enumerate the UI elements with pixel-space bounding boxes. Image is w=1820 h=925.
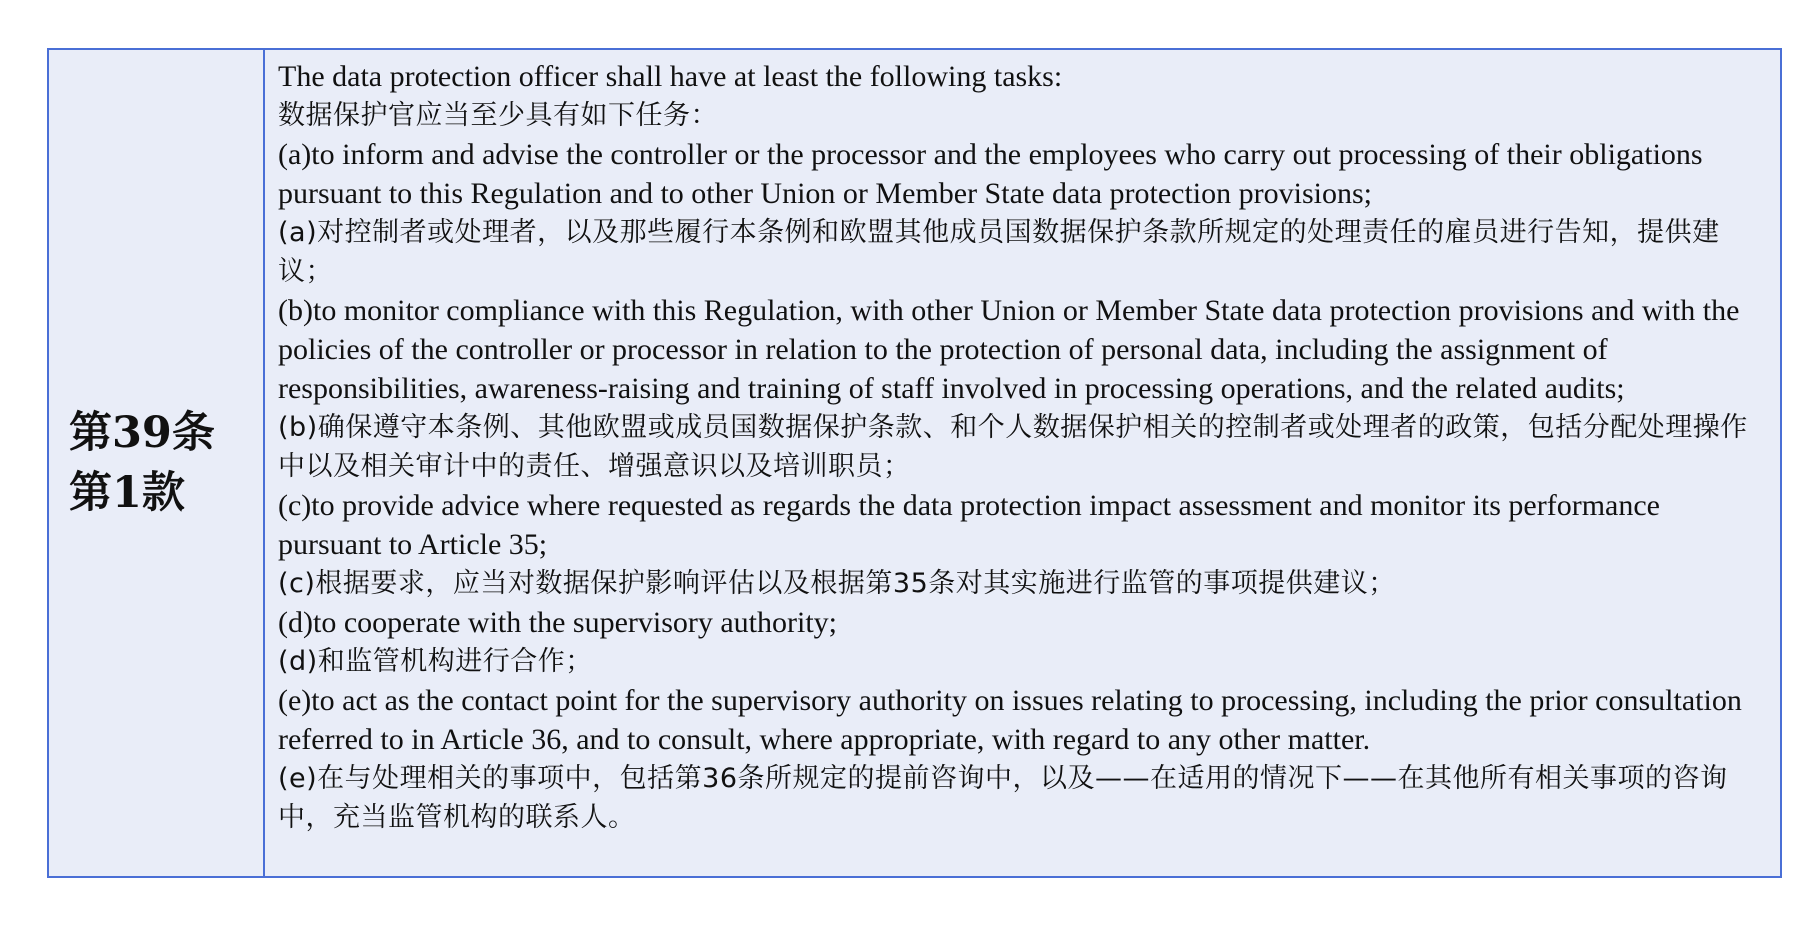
article-table [47,48,1782,878]
task-a-zh: (a)对控制者或处理者，以及那些履行本条例和欧盟其他成员国数据保护条款所规定的处理责任的雇员进行告知，提供建议； [278,217,1720,287]
article-content-cell [265,50,1780,876]
task-c-zh: (c)根据要求，应当对数据保护影响评估以及根据第35条对其实施进行监管的事项提供建议； [278,568,1396,599]
intro-zh: 数据保护官应当至少具有如下任务： [278,100,718,131]
intro-en: The data protection officer shall have at least the following tasks: [278,60,1063,93]
task-d-en: (d)to cooperate with the supervisory authority; [278,606,838,639]
article-label-cell [49,50,265,876]
article-number-label: 第39条 [69,408,215,458]
task-b-en: (b)to monitor compliance with this Regulation, with other Union or Member State data protection provisions and with the policies of the controller or processor in relation to the protection of personal data, including the assignment of responsibilities, awareness-raising and training of staff involved in processing operations, and the related audits; [278,294,1740,405]
task-b-zh: (b)确保遵守本条例、其他欧盟或成员国数据保护条款、和个人数据保护相关的控制者或处理者的政策，包括分配处理操作中以及相关审计中的责任、增强意识以及培训职员； [278,412,1748,482]
clause-number-label: 第1款 [69,468,185,518]
task-e-zh: (e)在与处理相关的事项中，包括第36条所规定的提前咨询中，以及——在适用的情况下——在其他所有相关事项的咨询中，充当监管机构的联系人。 [278,763,1728,833]
task-d-zh: (d)和监管机构进行合作； [278,646,593,677]
task-c-en: (c)to provide advice where requested as regards the data protection impact assessment and monitor its performance pursuant to Article 35; [278,489,1660,561]
task-e-en: (e)to act as the contact point for the supervisory authority on issues relating to processing, including the prior consultation referred to in Article 36, and to consult, where appropriate, with regard to any other matter. [278,684,1742,756]
task-a-en: (a)to inform and advise the controller or the processor and the employees who carry out processing of their obligations pursuant to this Regulation and to other Union or Member State data protection provisions; [278,138,1703,210]
